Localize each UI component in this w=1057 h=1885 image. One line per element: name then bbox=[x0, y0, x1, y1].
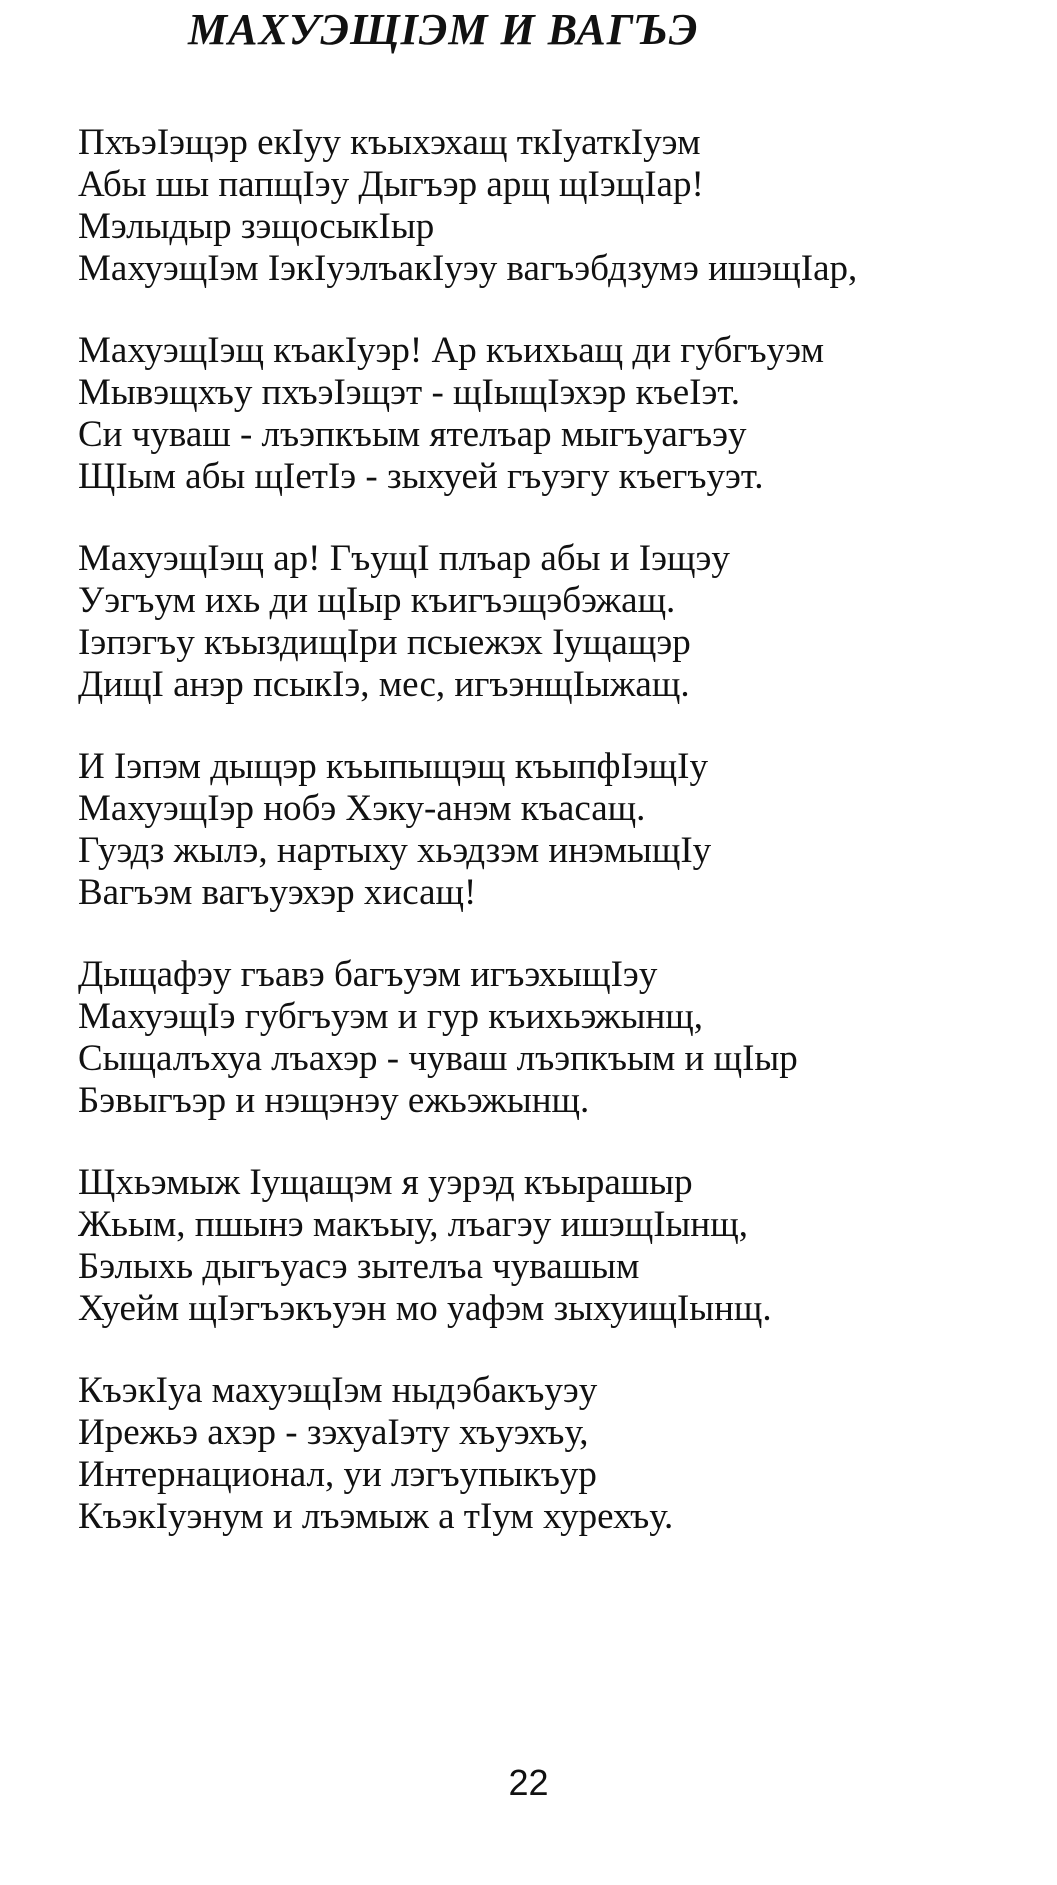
poem-line: Бэлыхь дыгъуасэ зытелъа чувашым bbox=[78, 1246, 640, 1287]
stanza bbox=[78, 1162, 1038, 1330]
poem-line: Сыщалъхуа лъахэр - чуваш лъэпкъым и щIыр bbox=[78, 1038, 798, 1079]
poem-line: Гуэдз жылэ, нартыху хьэдзэм инэмыщIу bbox=[78, 830, 712, 871]
poem-title: МАХУЭЩIЭМ И ВАГЪЭ bbox=[188, 5, 699, 54]
poem-line: КъэкIуа махуэщIэм ныдэбакъуэу bbox=[78, 1370, 598, 1411]
page-number: 22 bbox=[508, 1762, 549, 1803]
poem-line: Iэпэгъу къыздищIри псыежэх Iущащэр bbox=[78, 622, 691, 663]
poem-line: ДищI анэр псыкIэ, мес, игъэнщIыжащ. bbox=[78, 664, 690, 705]
poem-line: ЩIым абы щIетIэ - зыхуей гъуэгу къегъуэт. bbox=[78, 456, 764, 497]
poem-line: Мывэщхъу пхъэIэщэт - щIыщIэхэр къеIэт. bbox=[78, 372, 740, 413]
poem-line: Интернационал, уи лэгъупыкъур bbox=[78, 1454, 597, 1495]
poem-line: Мэлыдыр зэщосыкIыр bbox=[78, 206, 435, 247]
stanza bbox=[78, 538, 1038, 706]
stanza bbox=[78, 746, 1038, 914]
poem-line: Хуейм щIэгъэкъуэн мо уафэм зыхуищIынщ. bbox=[78, 1288, 772, 1329]
poem-line: Абы шы папщIэу Дыгъэр арщ щIэщIар! bbox=[78, 164, 704, 205]
poem-line: Уэгъум ихь ди щIыр къигъэщэбэжащ. bbox=[78, 580, 676, 621]
poem-line: Си чуваш - лъэпкъым ятелъар мыгъуагъэу bbox=[78, 414, 747, 455]
poem-line: Щхьэмыж Iущащэм я уэрэд къырашыр bbox=[78, 1162, 693, 1203]
poem-line: Бэвыгъэр и нэщэнэу ежьэжынщ. bbox=[78, 1080, 590, 1121]
stanza bbox=[78, 954, 1038, 1122]
poem-line: МахуэщIэщ къакIуэр! Ар къихьащ ди губгъуэм bbox=[78, 330, 825, 371]
poem-line: Дыщафэу гъавэ багъуэм игъэхыщIэу bbox=[78, 954, 658, 995]
poem-line: МахуэщIэм IэкIуэлъакIуэу вагъэбдзумэ ишэщIар, bbox=[78, 248, 858, 289]
poem-line: МахуэщIэ губгъуэм и гур къихьэжынщ, bbox=[78, 996, 704, 1037]
poem-line: ПхъэIэщэр екIуу къыхэхащ ткIуаткIуэм bbox=[78, 122, 701, 163]
poem-line: Вагъэм вагъуэхэр хисащ! bbox=[78, 872, 477, 913]
poem-line: Жьым, пшынэ макъыу, лъагэу ишэщIынщ, bbox=[78, 1204, 748, 1245]
poem-line: КъэкIуэнум и лъэмыж а тIум хурехъу. bbox=[78, 1496, 674, 1537]
poem-line: МахуэщIэр нобэ Хэку-анэм къасащ. bbox=[78, 788, 646, 829]
poem-body bbox=[78, 122, 1038, 1578]
poem-line: Ирежьэ ахэр - зэхуаIэту хъуэхъу, bbox=[78, 1412, 589, 1453]
stanza bbox=[78, 1370, 1038, 1538]
poem-line: И Iэпэм дыщэр къыпыщэщ къыпфIэщIу bbox=[78, 746, 708, 787]
stanza bbox=[78, 330, 1038, 498]
poem-line: МахуэщIэщ ар! ГъущI плъар абы и Iэщэу bbox=[78, 538, 730, 579]
stanza bbox=[78, 122, 1038, 290]
